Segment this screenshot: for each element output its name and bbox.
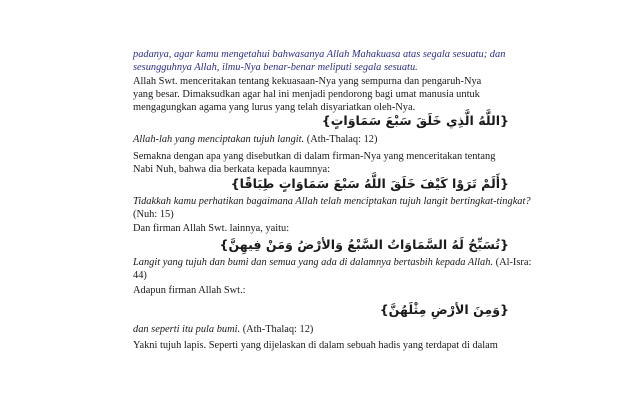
arabic-verse-4: {وَمِنَ الأرْضِ مِثْلَهُنَّ} (379, 302, 509, 317)
translation-3-line-1 (133, 256, 531, 269)
paragraph-2-line-1: Semakna dengan apa yang disebutkan di dalam firman-Nya yang menceritakan tentang (133, 151, 496, 162)
translation-4-text: dan seperti itu pula bumi. (133, 324, 241, 335)
translation-continuation-line-1: padanya, agar kamu mengetahui bahwasanya Allah Mahakuasa atas segala sesuatu; dan (133, 49, 506, 60)
paragraph-4: Adapun firman Allah Swt.: (133, 285, 246, 296)
translation-4 (133, 323, 313, 336)
translation-3-text: Langit yang tujuh dan bumi dan semua yang ada di dalamnya bertasbih kepada Allah. (133, 257, 493, 268)
paragraph-1-line-2: yang besar. Dimaksudkan agar hal ini menjadi pendorong bagi umat manusia untuk (133, 89, 480, 100)
translation-2-line-1: Tidakkah kamu perhatikan bagaimana Allah telah menciptakan tujuh langit bertingkat-tingkat? (133, 196, 531, 207)
translation-continuation-line-2: sesungguhnya Allah, ilmu-Nya benar-benar meliputi segala sesuatu. (133, 62, 418, 73)
paragraph-1-line-1: Allah Swt. menceritakan tentang kekuasaan-Nya yang sempurna dan pengaruh-Nya (133, 76, 482, 87)
arabic-verse-1: {اللَّهُ الَّذِي خَلَقَ سَبْعَ سَمَاوَاتٍ} (321, 113, 509, 128)
reference-2: (Nuh: 15) (133, 209, 174, 220)
paragraph-5: Yakni tujuh lapis. Seperti yang dijelaskan di dalam sebuah hadis yang terdapat di dalam (133, 340, 498, 351)
reference-4: (Ath-Thalaq: 12) (242, 324, 314, 335)
arabic-verse-2: {أَلَمْ تَرَوْا كَيْفَ خَلَقَ اللَّهُ سَبْعَ سَمَاوَاتٍ طِبَاقًا} (230, 176, 509, 191)
translation-1 (133, 133, 377, 146)
reference-1: (Ath-Thalaq: 12) (306, 134, 378, 145)
paragraph-2-line-2: Nabi Nuh, bahwa dia berkata kepada kaumnya: (133, 164, 331, 175)
paragraph-1-line-3: mengagungkan agama yang lurus yang telah disyariatkan oleh-Nya. (133, 102, 416, 113)
reference-3: (Al-Isra: (495, 257, 532, 268)
paragraph-3: Dan firman Allah Swt. lainnya, yaitu: (133, 223, 290, 234)
reference-3-cont: 44) (133, 270, 147, 281)
arabic-verse-3: {تُسَبِّحُ لَهُ السَّمَاوَاتُ السَّبْعُ وَالأرْضُ وَمَنْ فِيهِنَّ} (219, 237, 509, 252)
translation-1-text: Allah-lah yang menciptakan tujuh langit. (133, 134, 305, 145)
